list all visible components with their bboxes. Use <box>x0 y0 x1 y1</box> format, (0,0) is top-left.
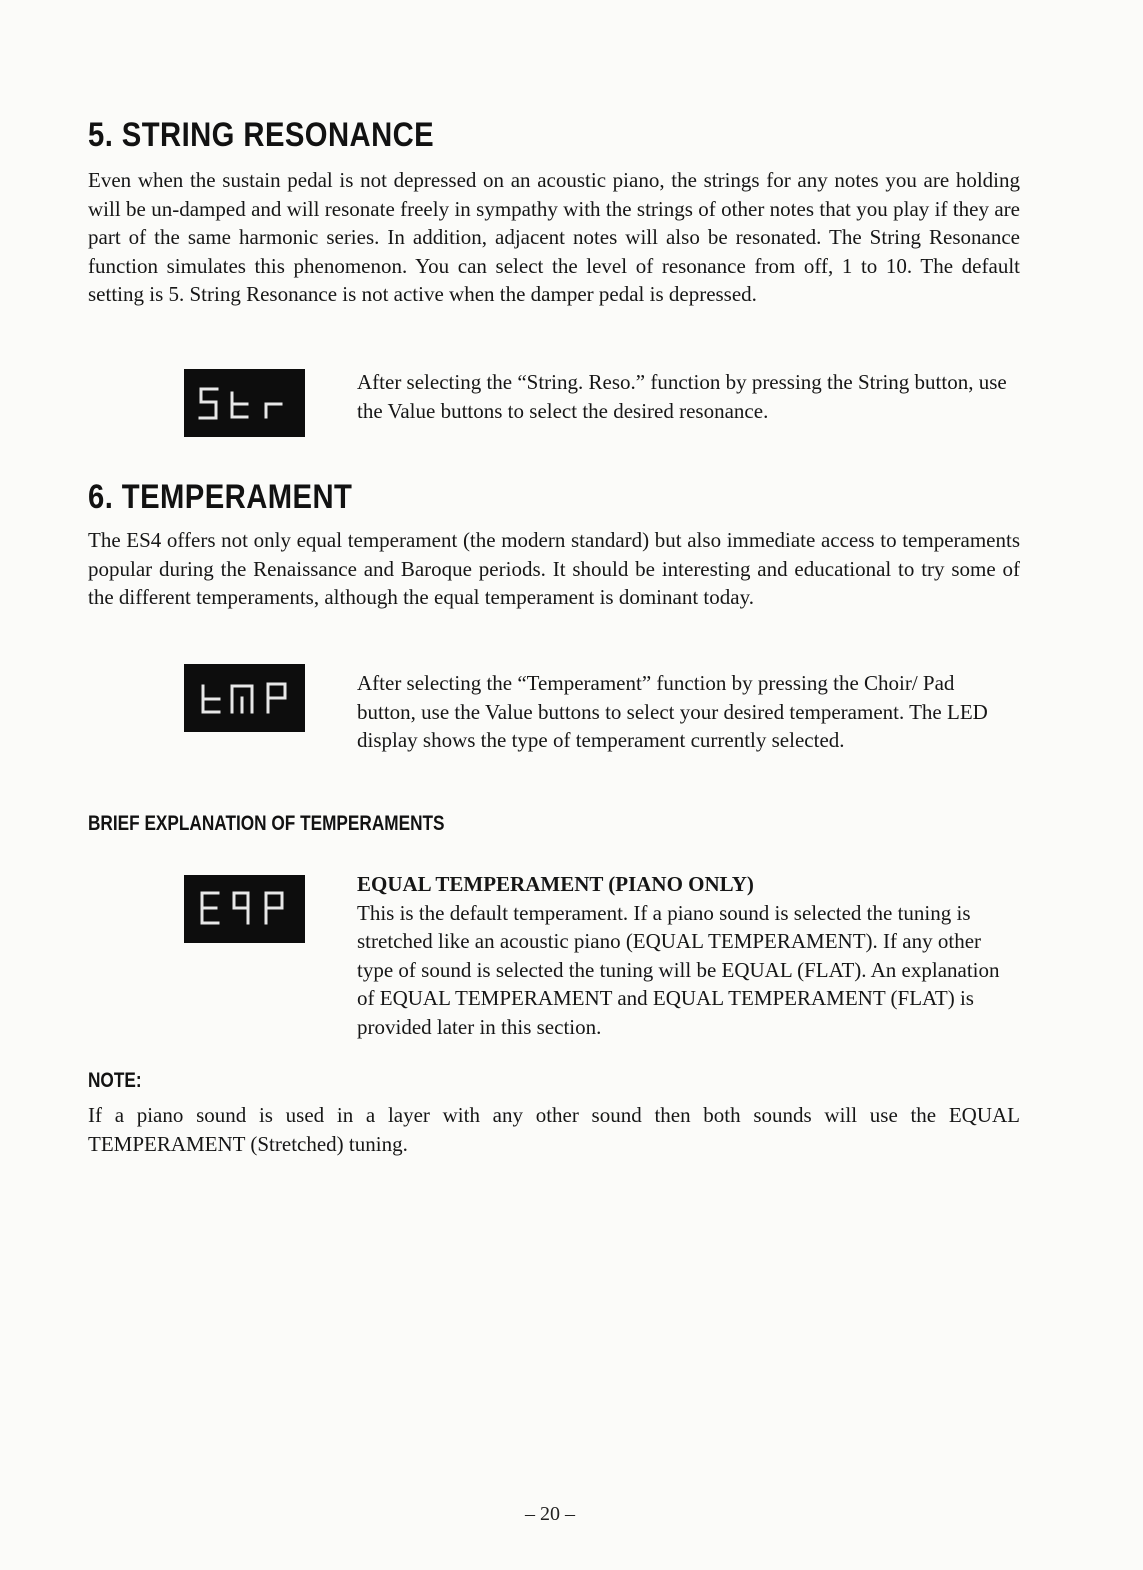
brief-explanation-heading: BRIEF EXPLANATION OF TEMPERAMENTS <box>88 812 445 835</box>
led-tmp-icon <box>184 664 305 732</box>
led-display-str <box>184 369 305 437</box>
string-resonance-body: Even when the sustain pedal is not depressed on an acoustic piano, the strings for any notes you are holding will be un-damped and will resonate freely in sympathy with the strings of other notes that you play if they are part of the same harmonic series. In addition, adjacent notes will also be resonated. The String Resonance function simulates this phenomenon. You can select the level of resonance from off, 1 to 10. The default setting is 5. String Resonance is not active when the damper pedal is depressed. <box>88 168 1020 307</box>
led-display-tmp <box>184 664 305 732</box>
note-heading: NOTE: <box>88 1069 142 1092</box>
temperament-body: The ES4 offers not only equal temperament (the modern standard) but also immediate access to temperaments popular during the Renaissance and Baroque periods. It should be interesting and educational to try some of the different temperaments, although the equal temperament is dominant today. <box>88 528 1020 610</box>
page-number: – 20 – <box>525 1503 575 1525</box>
led-eqp-icon <box>184 875 305 943</box>
note-body: If a piano sound is used in a layer with any other sound then both sounds will use the EQUAL TEMPERAMENT (Stretched) tuning. <box>88 1103 1020 1156</box>
equal-temperament-body: This is the default temperament. If a piano sound is selected the tuning is stretched like an acoustic piano (EQUAL TEMPERAMENT). If any other type of sound is selected the tuning will be EQUAL (FLAT). An explanation of EQUAL TEMPERAMENT and EQUAL TEMPERAMENT (FLAT) is provided later in this section. <box>357 900 1000 1039</box>
string-resonance-instruction: After selecting the “String. Reso.” function by pressing the String button, use the Value buttons to select the desired resonance. <box>357 370 1007 423</box>
string-resonance-heading: 5. STRING RESONANCE <box>88 116 435 154</box>
equal-temperament-title: EQUAL TEMPERAMENT (PIANO ONLY) <box>357 872 754 896</box>
led-str-icon <box>184 369 305 437</box>
temperament-heading: 6. TEMPERAMENT <box>88 478 353 516</box>
temperament-instruction: After selecting the “Temperament” function by pressing the Choir/ Pad button, use the Value buttons to select your desired temperament. The LED display shows the type of temperament currently selected. <box>357 671 988 753</box>
led-display-eqp <box>184 875 305 943</box>
equal-temperament-block <box>357 870 1007 1042</box>
